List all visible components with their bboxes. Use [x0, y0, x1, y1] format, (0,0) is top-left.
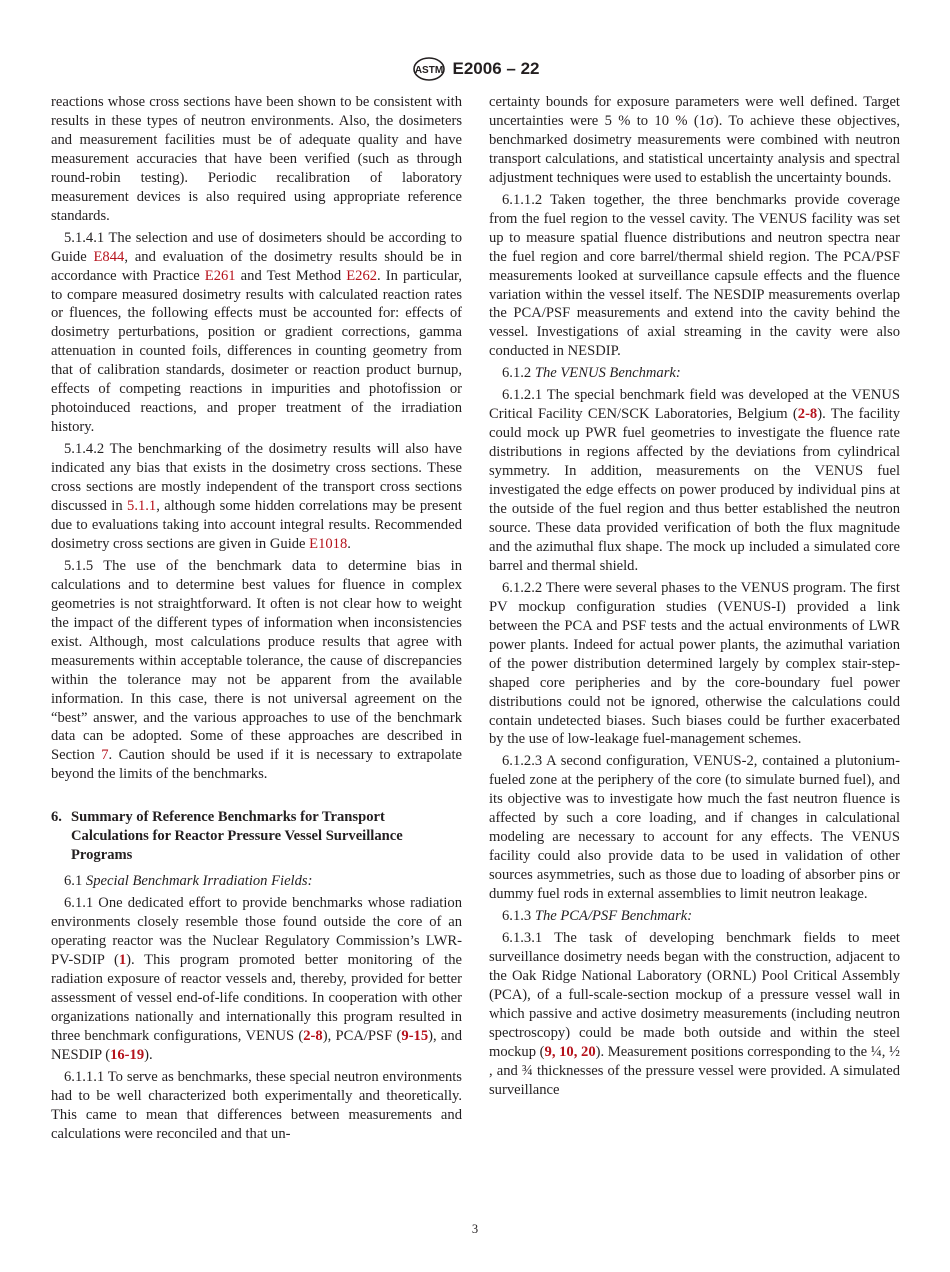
subsection-number: 6.1.2 [502, 365, 535, 382]
heading-text: Summary of Reference Benchmarks for Transport Calculations for Reactor Pressure Vessel Surveillance Programs [71, 809, 403, 864]
link-e261[interactable]: E261 [204, 267, 236, 284]
link-e1018[interactable]: E1018 [309, 535, 348, 552]
link-e262[interactable]: E262 [346, 267, 378, 284]
citation-1[interactable]: 1 [118, 952, 127, 969]
paragraph-5-1-4-2 [51, 440, 462, 554]
text-run: 5.1.4.2 The benchmarking of the dosimetry results will also have indicated any bias that exists in the dosimetry cross sections. These cross sections are mostly independent of the transport cross sections discussed in [51, 441, 462, 515]
citation-9[interactable]: 9 [544, 1043, 552, 1060]
left-column [51, 93, 462, 1147]
paragraph-5-1-5 [51, 557, 462, 784]
text-run: , although some hidden correlations may be present due to evaluations taking into account integral results. Recommended dosimetry cross sections are given in Guide [51, 498, 462, 552]
subsection-6-1-3 [489, 907, 900, 926]
page-header [0, 56, 950, 84]
paragraph-6-1-1-2: 6.1.1.2 Taken together, the three benchmarks provide coverage from the fuel region to the vessel cavity. The VENUS facility was set up to measure spatial fluence distributions and neutron spectra near the fuel region and core barrel/thermal shield region. The PCA/PSF measurements looked at surveillance capsule effects and the fluence variation within the vessel itself. The NESDIP measurements overlap the PCA/PSF measurements and extend into the cavity behind the vessel. Investigations of axial streaming in the cavity were also conducted in NESDIP. [489, 191, 900, 360]
paragraph: certainty bounds for exposure parameters were well defined. Target uncertainties were 5 % to 10 % (1σ). To achieve these objectives, benchmarked dosimetry measurements were combined with neutron transport calculations, and statistical uncertainty analysis and spectral adjustment techniques were used to establish the uncertainty bounds. [489, 94, 900, 186]
subsection-6-1 [51, 872, 462, 891]
paragraph-6-1-1 [51, 894, 462, 1065]
subsection-title: The VENUS Benchmark: [534, 365, 681, 382]
paragraph-6-1-3-1 [489, 929, 900, 1100]
citation-2-8[interactable]: 2-8 [797, 406, 818, 423]
citation-separator: , [573, 1043, 582, 1060]
subsection-6-1-2 [489, 364, 900, 383]
subsection-number: 6.1 [64, 873, 86, 890]
text-run: ), PCA/PSF ( [322, 1027, 402, 1044]
text-run: ). The facility could mock up PWR fuel geometries to investigate the fluence rate distributions in regions affected by the deviations from cylindrical symmetry. In addition, measurements on the VENUS fuel investigated the edge effects on power produced by individual pins at the outside of the fuel region and thus better established the neutron source. These data provided verification of both the flux magnitude and the azimuthal flux shape. The mock up included a simulated core barrel and thermal shield. [489, 406, 900, 574]
text-run: 6.1.2.1 The special benchmark field was developed at the VENUS Critical Facility CEN/SCK Laboratories, Belgium ( [489, 387, 900, 423]
page-number: 3 [471, 1222, 479, 1236]
text-run: , and evaluation of the dosimetry results should be in accordance with Practice [51, 248, 462, 284]
text-run: ). This program promoted better monitoring of the radiation exposure of reactor vessels and, thereby, provided for better assessment of vessel end-of-life conditions. In cooperation with other organizations nationally and internationally this program resulted in three benchmark configurations, VENUS ( [51, 952, 462, 1044]
heading-number: 6. [51, 809, 62, 826]
document-id: E2006 – 22 [452, 59, 540, 78]
citation-2-8[interactable]: 2-8 [303, 1027, 323, 1044]
text-run: . [347, 535, 351, 552]
paragraph-6-1-2-1 [489, 386, 900, 576]
text-run: . Caution should be used if it is necessary to extrapolate beyond the limits of the benchmarks. [51, 747, 462, 783]
link-section-5-1-1[interactable]: 5.1.1 [127, 498, 157, 515]
citation-20[interactable]: 20 [581, 1043, 596, 1060]
text-run: 6.1.1 One dedicated effort to provide benchmarks whose radiation environments closely resemble those found outside the core of an operating reactor was the Nuclear Regulatory Commission’s LWR-PV-SDIP ( [51, 895, 462, 969]
text-run: 5.1.5 The use of the benchmark data to determine bias in calculations and to determine best values for fluence in complex geometries is not straightforward. It often is not clear how to weight the impact of the different types of information when inconsistencies exist. Although, most calculations produce results that agree with measurements within acceptable tolerance, the cause of discrepancies within the tolerance may not be apparent from the available information. In this case, there is not universal agreement on the “best” answer, and the various approaches to use of the benchmark data can be adopted. Some of these approaches are described in Section [51, 557, 462, 764]
text-run: and Test Method [235, 267, 347, 284]
paragraph-6-1-2-3: 6.1.2.3 A second configuration, VENUS-2, contained a plutonium-fueled zone at the periphery of the core (to simulate burned fuel), and its objective was to investigate how much the fast neutron fluence is affected by such a core loading, and if changes in calculational modeling are necessary to account for any effects. The VENUS facility could also provide data to be used in validation of other sources asymmetries, such as those due to loading of absorber pins or dummy fuel rods in external assemblies to limit neutron leakage. [489, 753, 900, 903]
citation-separator: , [551, 1043, 560, 1060]
citation-16-19[interactable]: 16-19 [110, 1046, 145, 1063]
link-section-7[interactable]: 7 [101, 747, 109, 764]
citation-10[interactable]: 10 [559, 1043, 574, 1060]
text-run: ). Measurement positions corresponding to the ¼, ½ , and ¾ thicknesses of the pressure vessel were provided. A simulated surveillance [489, 1043, 900, 1098]
text-run: ), and NESDIP ( [51, 1027, 462, 1063]
right-column [489, 93, 900, 1103]
text-run: 6.1.3.1 The task of developing benchmark fields to meet surveillance dosimetry needs began with the construction, adjacent to the Oak Ridge National Laboratory (ORNL) Pool Critical Assembly (PCA), of a full-scale-section mockup of a pressure vessel wall in which passive and active dosimetry measurements (including neutron spectroscopy) could be made both outside and within the steel mockup ( [489, 929, 900, 1060]
citation-9-15[interactable]: 9-15 [401, 1027, 429, 1044]
paragraph-5-1-4-1 [51, 229, 462, 437]
text-run: ). [144, 1046, 153, 1063]
paragraph-6-1-2-2: 6.1.2.2 There were several phases to the VENUS program. The first PV mockup configuration studies (VENUS-I) provided a link between the PCA and PSF tests and the actual environments of LWR power plants. Indeed for actual power plants, the azimuthal variation of the power distribution determined largely by complex stair-step-shaped core peripheries and by the core-boundary fuel power distributions could not be ignored, otherwise the calculations could contain undetected biases. Such biases could be further exacerbated by the use of low-leakage fuel-management schemes. [489, 579, 900, 748]
subsection-title: Special Benchmark Irradiation Fields: [85, 873, 313, 890]
astm-logo-icon [411, 56, 447, 82]
paragraph: reactions whose cross sections have been shown to be consistent with results in these types of neutron environments. Also, the dosimeters and measurement facilities must be of adequate quality and have measurement accuracies that have been verified (such as through round-robin testing). Periodic recalibration of laboratory measurement devices is also required using appropriate reference standards. [51, 94, 462, 224]
paragraph-6-1-1-1: 6.1.1.1 To serve as benchmarks, these special neutron environments had to be well characterized both experimentally and theoretically. This came to mean that differences between measurements and calculations were reconciled and that un- [51, 1068, 462, 1142]
link-e844[interactable]: E844 [93, 248, 125, 265]
subsection-title: The PCA/PSF Benchmark: [534, 908, 693, 925]
text-run: . In particular, to compare measured dosimetry results with calculated reaction rates or fluences, the following effects must be accounted for: effects of dosimetry perturbations, position or gradient corrections, gamma attenuation in counted foils, differences in counting geometry from that of calibration standards, dosimeter or reaction product burnup, effects of competing reactions in impurities and photofission or photoinduced reactions, and proper treatment of the irradiation history. [51, 267, 462, 436]
svg-text:ASTM: ASTM [414, 65, 443, 76]
text-run: 5.1.4.1 The selection and use of dosimeters should be according to Guide [51, 229, 462, 265]
subsection-number: 6.1.3 [502, 908, 535, 925]
section-heading-6 [51, 808, 462, 865]
